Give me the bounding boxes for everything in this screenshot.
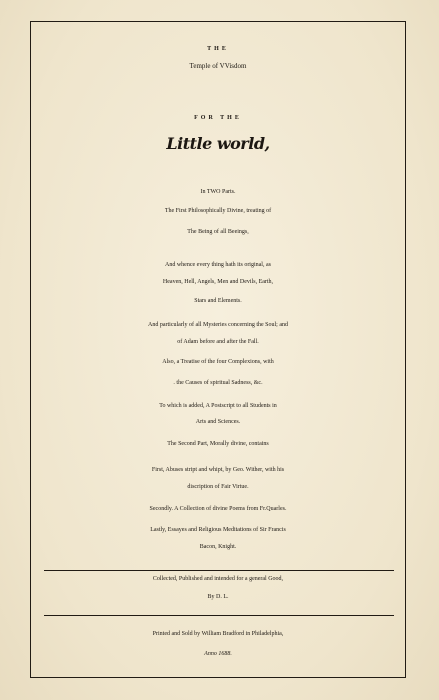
rule-top xyxy=(44,570,394,571)
being-of-beings: The Being of all Beeings, xyxy=(187,229,249,235)
bacon-knight: Bacon, Knight. xyxy=(199,544,237,550)
arts-sciences: Arts and Sciences. xyxy=(195,419,241,425)
title-the: THE xyxy=(207,46,229,52)
stars-elements: Stars and Elements. xyxy=(194,298,242,304)
title-for-the: FOR THE xyxy=(194,115,242,121)
adam-fall: of Adam before and after the Fall. xyxy=(177,339,259,345)
fair-virtue: discription of Fair Virtue. xyxy=(187,484,249,490)
first-part-heading: The First Philosophically Divine, treating of xyxy=(164,208,272,214)
heaven-hell-line: Heaven, Hell, Angels, Men and Devils, Earth, xyxy=(162,279,274,285)
collected-published: Collected, Published and intended for a general Good, xyxy=(152,576,284,582)
second-part-heading: The Second Part, Morally divine, contains xyxy=(167,441,269,447)
rule-bottom xyxy=(44,615,394,616)
four-complexions: Also, a Treatise of the four Complexions, with xyxy=(162,359,274,365)
title-temple: Temple of VVisdom xyxy=(189,62,247,70)
title-little-world: Little world, xyxy=(166,134,270,153)
spiritual-sadness: . the Causes of spiritual Sadness, &c. xyxy=(173,380,263,386)
by-dl: By D. L. xyxy=(207,594,229,600)
abuses-whipt: First, Abuses stript and whipt, by Geo. Wither, with his xyxy=(151,467,285,473)
mysteries-soul: And particularly of all Mysteries concerning the Soul; and xyxy=(148,322,288,328)
quarles-poems: Secondly. A Collection of divine Poems from Fr.Quarles. xyxy=(149,506,287,512)
in-two-parts: In TWO Parts. xyxy=(200,189,236,195)
anno-1688: Anno 1688. xyxy=(204,651,232,657)
bacon-essayes: Lastly, Essayes and Religious Meditations of Sir Francis xyxy=(150,527,286,533)
postscript-line: To which is added, A Postscript to all Students in xyxy=(159,403,277,409)
whence-line: And whence every thing hath its original, as xyxy=(165,262,271,268)
printed-sold: Printed and Sold by William Bradford in Philadelphia, xyxy=(152,631,284,637)
